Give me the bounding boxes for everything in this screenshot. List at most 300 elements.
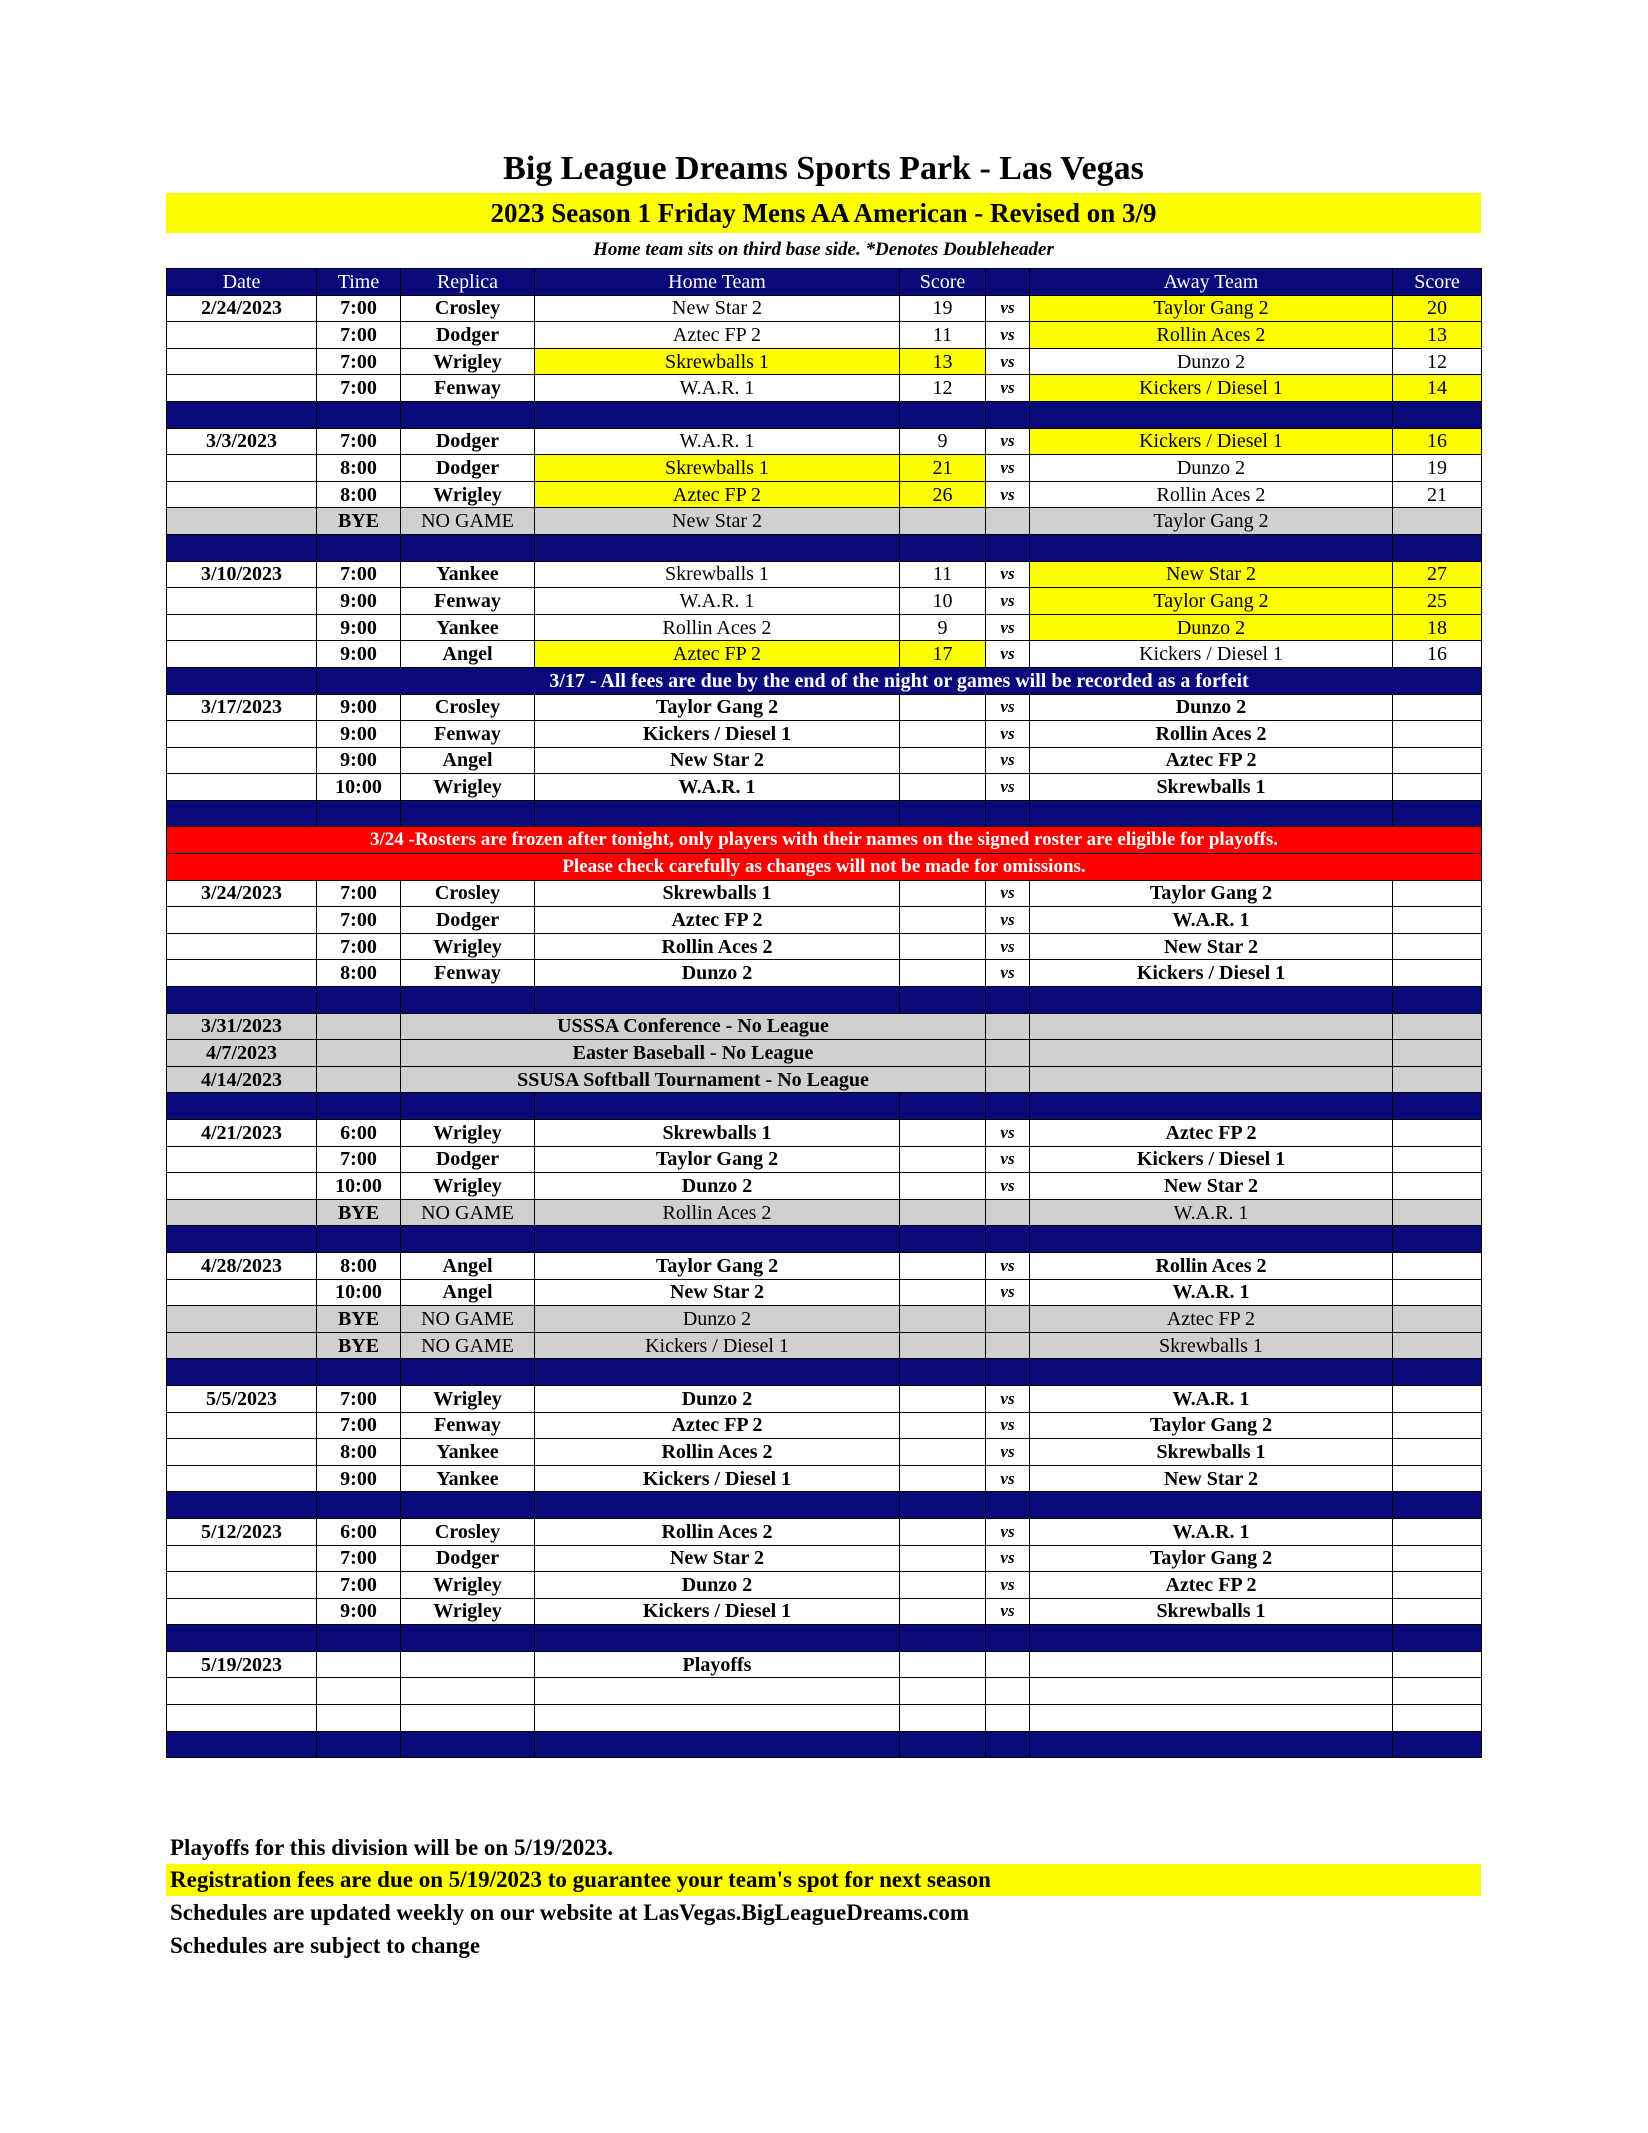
home-score-cell — [900, 1332, 986, 1359]
date-cell — [167, 348, 317, 375]
replica-cell — [401, 1705, 535, 1732]
away-score-cell — [1393, 1678, 1482, 1705]
vs-cell: vs — [986, 588, 1030, 615]
vs-cell: vs — [986, 1173, 1030, 1200]
home-team-cell: W.A.R. 1 — [535, 774, 900, 801]
separator-cell — [401, 1731, 535, 1758]
game-row — [167, 880, 1482, 907]
away-score-cell — [1393, 960, 1482, 987]
vs-cell: vs — [986, 1385, 1030, 1412]
away-score-cell — [1393, 1518, 1482, 1545]
date-cell: 3/31/2023 — [167, 1013, 317, 1040]
game-row — [167, 614, 1482, 641]
game-row — [167, 322, 1482, 349]
replica-field-cell: NO GAME — [401, 1199, 535, 1226]
home-team-cell: New Star 2 — [535, 747, 900, 774]
home-team-cell: Skrewballs 1 — [535, 880, 900, 907]
time-cell: 9:00 — [317, 721, 401, 748]
vs-cell: vs — [986, 1572, 1030, 1599]
separator-cell — [900, 534, 986, 561]
game-row — [167, 960, 1482, 987]
date-cell: 3/24/2023 — [167, 880, 317, 907]
away-team-cell: Taylor Gang 2 — [1030, 295, 1393, 322]
away-score-cell — [1393, 1040, 1482, 1067]
replica-field-cell: Crosley — [401, 880, 535, 907]
separator-cell — [900, 987, 986, 1014]
game-row — [167, 933, 1482, 960]
replica-field-cell: Yankee — [401, 1465, 535, 1492]
column-header: Score — [900, 269, 986, 296]
away-team-cell: Skrewballs 1 — [1030, 1332, 1393, 1359]
away-score-cell — [1393, 1332, 1482, 1359]
separator-cell — [401, 401, 535, 428]
home-score-cell — [900, 1439, 986, 1466]
no-league-row — [167, 1066, 1482, 1093]
separator-cell — [401, 1492, 535, 1519]
replica-field-cell: NO GAME — [401, 508, 535, 535]
away-team-cell: New Star 2 — [1030, 561, 1393, 588]
no-league-text: SSUSA Softball Tournament - No League — [401, 1066, 986, 1093]
home-team-cell — [535, 1705, 900, 1732]
game-row — [167, 375, 1482, 402]
date-cell: 5/19/2023 — [167, 1651, 317, 1678]
away-team-cell: Taylor Gang 2 — [1030, 1545, 1393, 1572]
time-cell: 7:00 — [317, 322, 401, 349]
separator-cell — [986, 1492, 1030, 1519]
time-cell: 9:00 — [317, 588, 401, 615]
vs-cell: vs — [986, 295, 1030, 322]
home-score-cell — [900, 1651, 986, 1678]
separator-cell — [1030, 534, 1393, 561]
date-cell — [167, 1173, 317, 1200]
separator-cell — [401, 1093, 535, 1120]
separator-cell — [900, 1731, 986, 1758]
home-team-cell: Aztec FP 2 — [535, 641, 900, 668]
date-cell: 3/3/2023 — [167, 428, 317, 455]
away-score-cell — [1393, 1199, 1482, 1226]
separator-cell — [401, 1226, 535, 1253]
time-cell: 10:00 — [317, 774, 401, 801]
time-cell: 7:00 — [317, 561, 401, 588]
column-header: Away Team — [1030, 269, 1393, 296]
away-score-cell — [1393, 747, 1482, 774]
time-cell: 6:00 — [317, 1120, 401, 1147]
vs-cell: vs — [986, 747, 1030, 774]
time-cell: 7:00 — [317, 348, 401, 375]
game-row — [167, 481, 1482, 508]
separator-cell — [1030, 1731, 1393, 1758]
home-score-cell — [900, 721, 986, 748]
home-score-cell: 9 — [900, 614, 986, 641]
separator-cell — [317, 987, 401, 1014]
separator-cell — [1393, 1731, 1482, 1758]
away-team-cell: New Star 2 — [1030, 933, 1393, 960]
separator-cell — [900, 1359, 986, 1386]
bye-row — [167, 1332, 1482, 1359]
date-cell — [167, 1412, 317, 1439]
away-team-cell: Dunzo 2 — [1030, 614, 1393, 641]
roster-alert-text: 3/24 -Rosters are frozen after tonight, only players with their names on the signed roster are eligible for playoffs. — [167, 827, 1482, 854]
away-team-cell: Kickers / Diesel 1 — [1030, 428, 1393, 455]
away-score-cell — [1393, 1013, 1482, 1040]
time-cell: 8:00 — [317, 960, 401, 987]
away-score-cell — [1393, 694, 1482, 721]
home-score-cell — [900, 1173, 986, 1200]
date-cell: 4/14/2023 — [167, 1066, 317, 1093]
home-team-cell: Kickers / Diesel 1 — [535, 1465, 900, 1492]
time-cell: BYE — [317, 1332, 401, 1359]
away-score-cell: 21 — [1393, 481, 1482, 508]
separator-cell — [1030, 1359, 1393, 1386]
date-cell — [167, 1572, 317, 1599]
home-team-cell: New Star 2 — [535, 295, 900, 322]
vs-cell: vs — [986, 641, 1030, 668]
away-team-cell: New Star 2 — [1030, 1173, 1393, 1200]
date-cell — [167, 1678, 317, 1705]
separator-cell — [986, 1731, 1030, 1758]
replica-field-cell: Angel — [401, 1279, 535, 1306]
fee-notice-text: 3/17 - All fees are due by the end of the night or games will be recorded as a forfeit — [317, 667, 1482, 694]
separator-cell — [317, 1492, 401, 1519]
week-separator-row — [167, 987, 1482, 1014]
game-row — [167, 641, 1482, 668]
roster-alert-row — [167, 854, 1482, 881]
home-score-cell — [900, 774, 986, 801]
game-row — [167, 1146, 1482, 1173]
game-row — [167, 348, 1482, 375]
home-score-cell — [900, 1279, 986, 1306]
home-score-cell — [900, 1518, 986, 1545]
date-cell — [167, 614, 317, 641]
separator-cell — [900, 1093, 986, 1120]
vs-cell: vs — [986, 455, 1030, 482]
home-team-cell: New Star 2 — [535, 1279, 900, 1306]
no-league-row — [167, 1040, 1482, 1067]
away-score-cell — [1393, 721, 1482, 748]
vs-cell — [986, 1306, 1030, 1333]
home-team-cell: Aztec FP 2 — [535, 907, 900, 934]
away-team-cell: Kickers / Diesel 1 — [1030, 641, 1393, 668]
separator-cell — [1393, 534, 1482, 561]
replica-field-cell: Wrigley — [401, 774, 535, 801]
no-league-row — [167, 1013, 1482, 1040]
replica-field-cell: Yankee — [401, 614, 535, 641]
separator-cell — [317, 1093, 401, 1120]
home-team-note: Home team sits on third base side. *Denotes Doubleheader — [593, 239, 1054, 260]
date-cell — [167, 588, 317, 615]
separator-cell — [535, 1359, 900, 1386]
date-cell: 2/24/2023 — [167, 295, 317, 322]
column-header — [986, 269, 1030, 296]
replica-cell — [401, 1678, 535, 1705]
replica-field-cell: Wrigley — [401, 1598, 535, 1625]
separator-cell — [167, 800, 317, 827]
time-cell: 7:00 — [317, 1545, 401, 1572]
away-team-cell: Skrewballs 1 — [1030, 1439, 1393, 1466]
date-cell: 5/12/2023 — [167, 1518, 317, 1545]
replica-field-cell: NO GAME — [401, 1332, 535, 1359]
date-cell — [167, 933, 317, 960]
replica-field-cell: Crosley — [401, 694, 535, 721]
home-team-cell: Dunzo 2 — [535, 1385, 900, 1412]
week-separator-row — [167, 1625, 1482, 1652]
time-cell: 6:00 — [317, 1518, 401, 1545]
home-team-cell: Aztec FP 2 — [535, 322, 900, 349]
game-row — [167, 694, 1482, 721]
playoff-row — [167, 1705, 1482, 1732]
schedule-table — [166, 268, 1482, 1758]
vs-cell: vs — [986, 1252, 1030, 1279]
playoff-row — [167, 1678, 1482, 1705]
date-cell: 5/5/2023 — [167, 1385, 317, 1412]
home-team-cell: W.A.R. 1 — [535, 428, 900, 455]
replica-field-cell: Fenway — [401, 960, 535, 987]
time-cell — [317, 1066, 401, 1093]
schedule-subtitle: 2023 Season 1 Friday Mens AA American - Revised on 3/9 — [166, 193, 1481, 233]
time-cell: 10:00 — [317, 1173, 401, 1200]
separator-cell — [986, 1093, 1030, 1120]
replica-field-cell: Crosley — [401, 295, 535, 322]
game-row — [167, 1173, 1482, 1200]
vs-cell — [986, 1013, 1030, 1040]
game-row — [167, 747, 1482, 774]
home-team-cell: Rollin Aces 2 — [535, 1518, 900, 1545]
time-cell: 7:00 — [317, 933, 401, 960]
separator-cell — [167, 987, 317, 1014]
date-cell — [167, 455, 317, 482]
vs-cell: vs — [986, 933, 1030, 960]
away-score-cell — [1393, 1279, 1482, 1306]
game-row — [167, 1545, 1482, 1572]
home-score-cell: 19 — [900, 295, 986, 322]
home-team-cell: Skrewballs 1 — [535, 1120, 900, 1147]
home-score-cell — [900, 1598, 986, 1625]
away-score-cell — [1393, 1572, 1482, 1599]
home-score-cell: 12 — [900, 375, 986, 402]
separator-cell — [167, 401, 317, 428]
replica-cell — [401, 1651, 535, 1678]
separator-cell — [1393, 1625, 1482, 1652]
replica-field-cell: Dodger — [401, 907, 535, 934]
replica-field-cell: Wrigley — [401, 1120, 535, 1147]
separator-cell — [401, 987, 535, 1014]
replica-field-cell: NO GAME — [401, 1306, 535, 1333]
replica-field-cell: Wrigley — [401, 1385, 535, 1412]
home-score-cell — [900, 747, 986, 774]
home-team-cell: Rollin Aces 2 — [535, 614, 900, 641]
separator-cell — [535, 534, 900, 561]
home-score-cell — [900, 907, 986, 934]
vs-cell: vs — [986, 348, 1030, 375]
date-cell — [167, 1146, 317, 1173]
replica-field-cell: Wrigley — [401, 933, 535, 960]
date-cell: 3/10/2023 — [167, 561, 317, 588]
away-team-cell — [1030, 1678, 1393, 1705]
home-team-cell: Dunzo 2 — [535, 1572, 900, 1599]
away-team-cell — [1030, 1066, 1393, 1093]
away-team-cell — [1030, 1013, 1393, 1040]
time-cell: 7:00 — [317, 375, 401, 402]
time-cell: 7:00 — [317, 907, 401, 934]
time-cell: 9:00 — [317, 641, 401, 668]
game-row — [167, 1412, 1482, 1439]
away-team-cell: Skrewballs 1 — [1030, 774, 1393, 801]
home-team-cell — [535, 1678, 900, 1705]
vs-cell — [986, 1678, 1030, 1705]
week-separator-row — [167, 800, 1482, 827]
time-cell: BYE — [317, 1306, 401, 1333]
game-row — [167, 295, 1482, 322]
home-score-cell: 17 — [900, 641, 986, 668]
game-row — [167, 1252, 1482, 1279]
replica-field-cell: Yankee — [401, 561, 535, 588]
home-score-cell — [900, 694, 986, 721]
separator-cell — [1030, 1093, 1393, 1120]
vs-cell — [986, 508, 1030, 535]
replica-field-cell: Wrigley — [401, 481, 535, 508]
week-separator-row — [167, 1731, 1482, 1758]
vs-cell — [986, 1705, 1030, 1732]
separator-cell — [317, 1226, 401, 1253]
table-header-row — [167, 269, 1482, 296]
away-score-cell — [1393, 880, 1482, 907]
separator-cell — [1030, 987, 1393, 1014]
separator-cell — [535, 1731, 900, 1758]
away-score-cell: 27 — [1393, 561, 1482, 588]
away-team-cell — [1030, 1040, 1393, 1067]
replica-field-cell: Fenway — [401, 588, 535, 615]
home-team-cell: Skrewballs 1 — [535, 348, 900, 375]
separator-cell — [317, 401, 401, 428]
separator-cell — [900, 1226, 986, 1253]
replica-field-cell: Wrigley — [401, 1173, 535, 1200]
vs-cell — [986, 1040, 1030, 1067]
separator-cell — [535, 1093, 900, 1120]
replica-field-cell: Fenway — [401, 1412, 535, 1439]
separator-cell — [1393, 1226, 1482, 1253]
home-score-cell — [900, 1465, 986, 1492]
home-score-cell — [900, 1199, 986, 1226]
home-team-cell: Rollin Aces 2 — [535, 933, 900, 960]
home-score-cell — [900, 1572, 986, 1599]
home-score-cell — [900, 1705, 986, 1732]
replica-field-cell: Dodger — [401, 428, 535, 455]
fee-notice-row — [167, 667, 1482, 694]
home-score-cell — [900, 1545, 986, 1572]
separator-cell — [317, 800, 401, 827]
vs-cell — [986, 1066, 1030, 1093]
game-row — [167, 1465, 1482, 1492]
registration-note: Registration fees are due on 5/19/2023 to guarantee your team's spot for next season — [166, 1864, 1481, 1896]
date-cell — [167, 375, 317, 402]
home-team-cell: Taylor Gang 2 — [535, 1146, 900, 1173]
replica-field-cell: Crosley — [401, 1518, 535, 1545]
date-cell — [167, 1306, 317, 1333]
time-cell: 9:00 — [317, 614, 401, 641]
vs-cell — [986, 1332, 1030, 1359]
separator-cell — [1393, 1359, 1482, 1386]
separator-cell — [167, 1731, 317, 1758]
separator-cell — [535, 800, 900, 827]
date-cell — [167, 1439, 317, 1466]
separator-cell — [986, 1226, 1030, 1253]
vs-cell: vs — [986, 428, 1030, 455]
away-team-cell — [1030, 1705, 1393, 1732]
vs-cell: vs — [986, 322, 1030, 349]
home-team-cell: W.A.R. 1 — [535, 375, 900, 402]
away-team-cell: Aztec FP 2 — [1030, 1572, 1393, 1599]
website-note: Schedules are updated weekly on our website at LasVegas.BigLeagueDreams.com — [170, 1900, 970, 1925]
home-team-cell: Taylor Gang 2 — [535, 694, 900, 721]
no-league-text: Easter Baseball - No League — [401, 1040, 986, 1067]
separator-cell — [986, 534, 1030, 561]
away-team-cell: Taylor Gang 2 — [1030, 880, 1393, 907]
away-score-cell: 19 — [1393, 455, 1482, 482]
home-score-cell — [900, 933, 986, 960]
separator-cell — [1393, 1093, 1482, 1120]
game-row — [167, 561, 1482, 588]
home-team-cell: Aztec FP 2 — [535, 1412, 900, 1439]
vs-cell: vs — [986, 1120, 1030, 1147]
time-cell: BYE — [317, 508, 401, 535]
home-team-cell: Dunzo 2 — [535, 1173, 900, 1200]
home-score-cell — [900, 1412, 986, 1439]
away-team-cell: W.A.R. 1 — [1030, 1518, 1393, 1545]
replica-field-cell: Fenway — [401, 375, 535, 402]
game-row — [167, 721, 1482, 748]
away-score-cell: 13 — [1393, 322, 1482, 349]
week-separator-row — [167, 1093, 1482, 1120]
away-score-cell — [1393, 1412, 1482, 1439]
home-team-cell: Taylor Gang 2 — [535, 1252, 900, 1279]
separator-cell — [900, 800, 986, 827]
date-cell: 4/21/2023 — [167, 1120, 317, 1147]
separator-cell — [167, 1093, 317, 1120]
replica-field-cell: Angel — [401, 1252, 535, 1279]
replica-field-cell: Dodger — [401, 322, 535, 349]
home-score-cell — [900, 1306, 986, 1333]
away-score-cell — [1393, 1545, 1482, 1572]
separator-cell — [167, 1359, 317, 1386]
vs-cell — [986, 1651, 1030, 1678]
away-team-cell: Kickers / Diesel 1 — [1030, 1146, 1393, 1173]
game-row — [167, 1439, 1482, 1466]
away-team-cell: Rollin Aces 2 — [1030, 721, 1393, 748]
separator-cell — [535, 1492, 900, 1519]
replica-field-cell: Wrigley — [401, 1572, 535, 1599]
separator-cell — [167, 1492, 317, 1519]
time-cell: 9:00 — [317, 1598, 401, 1625]
away-team-cell: Kickers / Diesel 1 — [1030, 375, 1393, 402]
separator-cell — [1393, 800, 1482, 827]
game-row — [167, 1385, 1482, 1412]
separator-cell — [1393, 987, 1482, 1014]
away-team-cell: W.A.R. 1 — [1030, 1385, 1393, 1412]
time-cell: 8:00 — [317, 1252, 401, 1279]
separator-cell — [900, 401, 986, 428]
date-cell — [167, 1199, 317, 1226]
away-team-cell: Rollin Aces 2 — [1030, 481, 1393, 508]
separator-cell — [1393, 401, 1482, 428]
separator-cell — [1030, 1492, 1393, 1519]
time-cell: 7:00 — [317, 1385, 401, 1412]
away-score-cell — [1393, 508, 1482, 535]
home-score-cell: 9 — [900, 428, 986, 455]
game-row — [167, 455, 1482, 482]
week-separator-row — [167, 1359, 1482, 1386]
separator-cell — [1030, 1625, 1393, 1652]
separator-cell — [317, 1625, 401, 1652]
